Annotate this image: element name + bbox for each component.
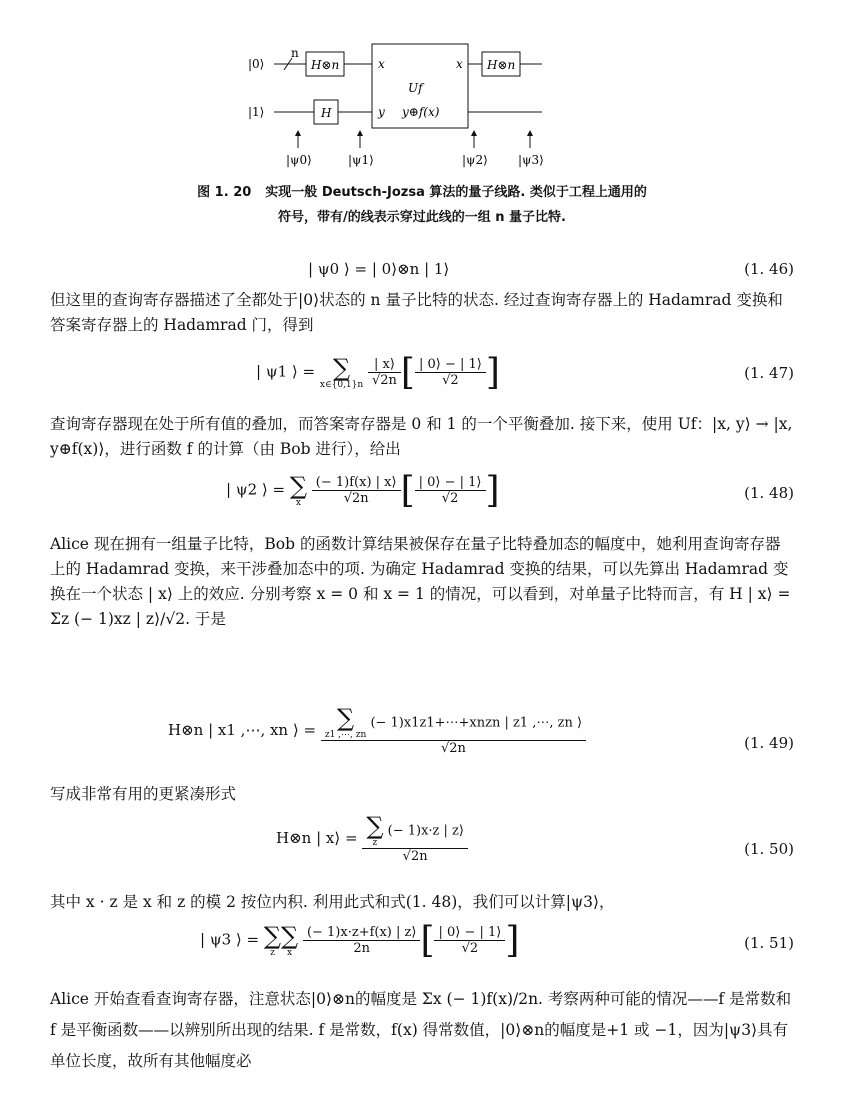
paragraph-2: 查询寄存器现在处于所有值的叠加，而答案寄存器是 0 和 1 的一个平衡叠加. 接下来，使用 Uf：|x, y⟩ → |x, y⊕f(x)⟩，进行函数 f 的计算（由 Bob 进行），给出 <box>50 415 793 458</box>
figure-caption-line1: 图 1. 20 实现一般 Deutsch-Jozsa 算法的量子线路. 类似于工程上通用的 <box>197 185 647 200</box>
paragraph-6: Alice 开始查看查询寄存器，注意状态|0⟩⊗n的幅度是 Σx (− 1)f(x)/2n. 考察两种可能的情况——f 是常数和 f 是平衡函数——以辨别所出现的结果. f 是常数，f(x) 得常数值，|0⟩⊗n的幅度是+1 或 −1，因为|ψ3⟩具有单位长度，故所有其他幅度必 <box>50 990 792 1070</box>
equation-1-46: | ψ0 ⟩ = | 0⟩⊗n | 1⟩ (1. 46) <box>308 260 794 278</box>
psi2-label: |ψ2⟩ <box>462 153 488 167</box>
psi-arrows <box>295 130 533 148</box>
uf-y-out: y⊕f(x) <box>402 105 440 119</box>
uf-label: Uf <box>408 81 423 95</box>
gate-hn-left-label: H⊗n <box>311 58 340 72</box>
paragraph-3: Alice 现在拥有一组量子比特，Bob 的函数计算结果被保存在量子比特叠加态的幅度中，她利用查询寄存器上的 Hadamrad 变换，来干涉叠加态中的项. 为确定 Hadamrad 变换的结果，可以先算出 Hadamrad 变换在一个状态 | x⟩ 上的效应. 分别考察 x = 0 和 x = 1 的情况，可以看到，对单量子比特而言，有 H | x⟩ = Σz (− 1)xz | z⟩/√2. 于是 <box>50 535 791 628</box>
equation-1-48: | ψ2 ⟩ = ∑ x $\frac{(- 1)f(x) | x⟩}{√2n}$ [ $\frac{| 0⟩ - | 1⟩}{√2}$ ] (1. 48) <box>226 470 794 511</box>
equation-1-47: | ψ1 ⟩ = ∑ x∈{0,1}n $\frac{| x⟩}{√2n}$ [ $\frac{| 0⟩ - | 1⟩}{√2}$ ] (1. 47) <box>256 352 794 393</box>
equation-1-51: | ψ3 ⟩ = ∑ z ∑ x $\frac{(- 1)x\cdot z+f(x) | z⟩}{2n}$ [ $\frac{| 0⟩ - | 1⟩}{√2}$ ] (1. 51) <box>200 920 794 961</box>
gate-h-label: H <box>321 106 332 120</box>
paragraph-5: 其中 x · z 是 x 和 z 的模 2 按位内积. 利用此式和式(1. 48)，我们可以计算|ψ3⟩， <box>50 893 615 911</box>
input-bottom-label: |1⟩ <box>248 105 265 119</box>
uf-y-in: y <box>378 105 385 119</box>
psi0-label: |ψ0⟩ <box>286 153 312 167</box>
input-top-label: |0⟩ <box>248 57 265 71</box>
psi1-label: |ψ1⟩ <box>348 153 374 167</box>
circuit-figure <box>240 30 560 175</box>
n-label: n <box>291 46 299 60</box>
uf-x-out: x <box>456 57 463 71</box>
paragraph-1: 但这里的查询寄存器描述了全都处于|0⟩状态的 n 量子比特的状态. 经过查询寄存器上的 Hadamrad 变换和答案寄存器上的 Hadamrad 门，得到 <box>50 291 783 334</box>
psi3-label: |ψ3⟩ <box>518 153 544 167</box>
gate-hn-right-label: H⊗n <box>487 58 516 72</box>
figure-caption-line2: 符号，带有/的线表示穿过此线的一组 n 量子比特. <box>278 210 566 225</box>
equation-1-50: H⊗n | x⟩ = ∑ z (− 1)x·z | z⟩ √2n (1. 50) <box>276 812 794 864</box>
uf-x-in: x <box>378 57 385 71</box>
figure-number: 图 1. 20 <box>197 185 252 200</box>
equation-1-49: H⊗n | x1 ,⋯, xn ⟩ = ∑ z1 ,⋯, zn (− 1)x1z1+⋯+xnzn | z1 ,⋯, zn ⟩ √2n (1. 49) <box>168 704 794 756</box>
paragraph-4: 写成非常有用的更紧凑形式 <box>50 785 237 803</box>
